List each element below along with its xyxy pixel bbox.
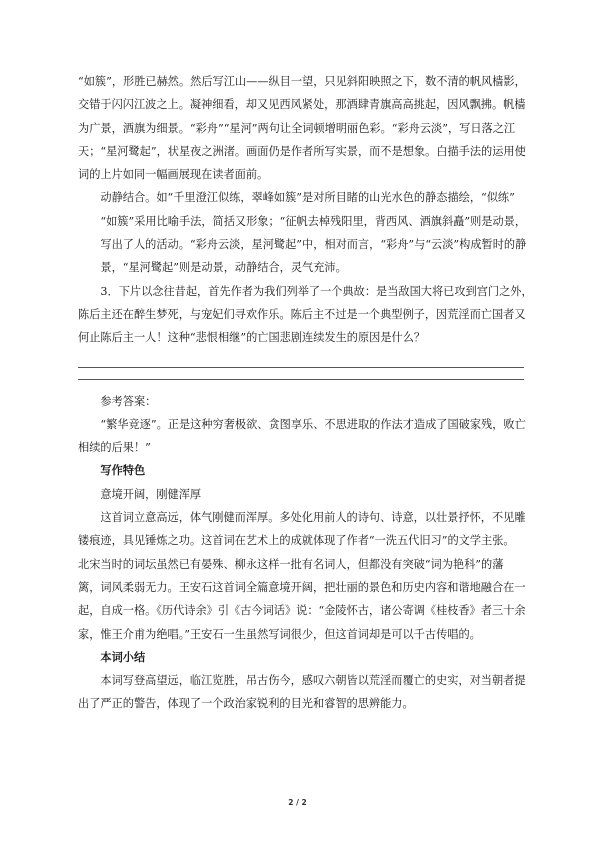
paragraph-analysis <box>78 70 524 186</box>
answer-blank-line <box>78 367 524 368</box>
text-line: “如簇”采用比喻手法，简括又形象；“征帆去棹残阳里，背西风、酒旗斜矗”则是动景， <box>100 214 527 228</box>
question-3 <box>78 280 533 350</box>
text-line: 本词写登高望远，临江览胜，吊古伤今，感叹六朝皆以荒淫而覆亡的史实，对当朝者提 <box>100 674 526 688</box>
subheading-text: 意境开阔，刚健浑厚 <box>100 487 202 501</box>
answer-blank-line <box>78 379 524 380</box>
page-content <box>78 70 533 716</box>
text-line: 出了严正的警告，体现了一个政治家锐利的目光和睿智的思辨能力。 <box>78 697 414 711</box>
text-line: 词的上片如同一幅画展现在读者面前。 <box>78 168 269 182</box>
text-line: 镂痕迹，具见锤炼之功。这首词在艺术上的成就体现了作者“一洗五代旧习”的文学主张。 <box>78 534 515 548</box>
text-line: 家，惟王介甫为绝唱。”王安石一生虽然写词很少，但这首词却是可以千古传唱的。 <box>78 627 481 641</box>
text-line: “繁华竞逐”。正是这种穷奢极欲、贪图享乐、不思进取的作法才造成了国破家残，败亡 <box>100 417 526 431</box>
paragraph-dongjing <box>78 186 527 279</box>
page-number: 2 / 2 <box>288 798 307 807</box>
text-line: 起，自成一格。《历代诗余》引《古今词话》说：“金陵怀古，诸公寄调《桂枝香》者三十余 <box>78 604 526 618</box>
text-line: 陈后主还在醉生梦死，与宠妃们寻欢作乐。陈后主不过是一个典型例子，因荒淫而亡国者又 <box>78 307 526 321</box>
text-line: 这首词立意高远，体气刚健而浑厚。多处化用前人的诗句、诗意，以壮景抒怀，不见雕 <box>100 511 526 525</box>
text-line: 3．下片以念往昔起，首先作者为我们列举了一个典故：是当敌国大将已攻到宫门之外， <box>100 284 533 298</box>
text-line: 为广景，酒旗为细景。“彩舟”“星河”两句让全词顿增明丽色彩。“彩舟云淡”，写日落之江 <box>78 121 516 135</box>
paragraph-writing <box>78 506 524 646</box>
subheading <box>78 483 524 506</box>
text-line: 何止陈后主一人！这种“悲恨相继”的亡国悲剧连续发生的原因是什么？ <box>78 331 426 345</box>
answer-label: 参考答案： <box>100 394 157 408</box>
text-line: 天；“星河鹭起”，状星夜之洲渚。画面仍是作者所写实景，而不是想象。白描手法的运用使 <box>78 144 526 158</box>
text-line: 北宋当时的词坛虽然已有晏殊、柳永这样一批有名词人，但都没有突破“词为艳科”的藩 <box>78 557 504 571</box>
text-line: 相续的后果！” <box>78 441 151 455</box>
text-line: 景，“星河鹭起”则是动景，动静结合，灵气充沛。 <box>100 261 347 275</box>
text-line: “如簇”，形胜已赫然。然后写江山——纵目一望，只见斜阳映照之下，数不清的帆风樯影， <box>78 75 526 88</box>
answer-section <box>78 390 524 460</box>
text-line: 动静结合。如“千里澄江似练，翠峰如簇”是对所目睹的山光水色的静态描绘，“似练” <box>100 191 515 205</box>
text-line: 写出了人的活动。“彩舟云淡，星河鹭起”中，相对而言，“彩舟”与“云淡”构成暂时的静 <box>100 238 527 252</box>
heading-writing-features: 写作特色 <box>100 464 146 478</box>
heading-summary: 本词小结 <box>100 650 146 664</box>
paragraph-summary <box>78 669 524 716</box>
text-line: 篱，词风柔弱无力。王安石这首词全篇意境开阔，把壮丽的景色和历史内容和谐地融合在一 <box>78 580 526 594</box>
text-line: 交错于闪闪江波之上。凝神细看，却又见西风紧处，那酒肆青旗高高挑起，因风飘拂。帆樯 <box>78 98 526 112</box>
